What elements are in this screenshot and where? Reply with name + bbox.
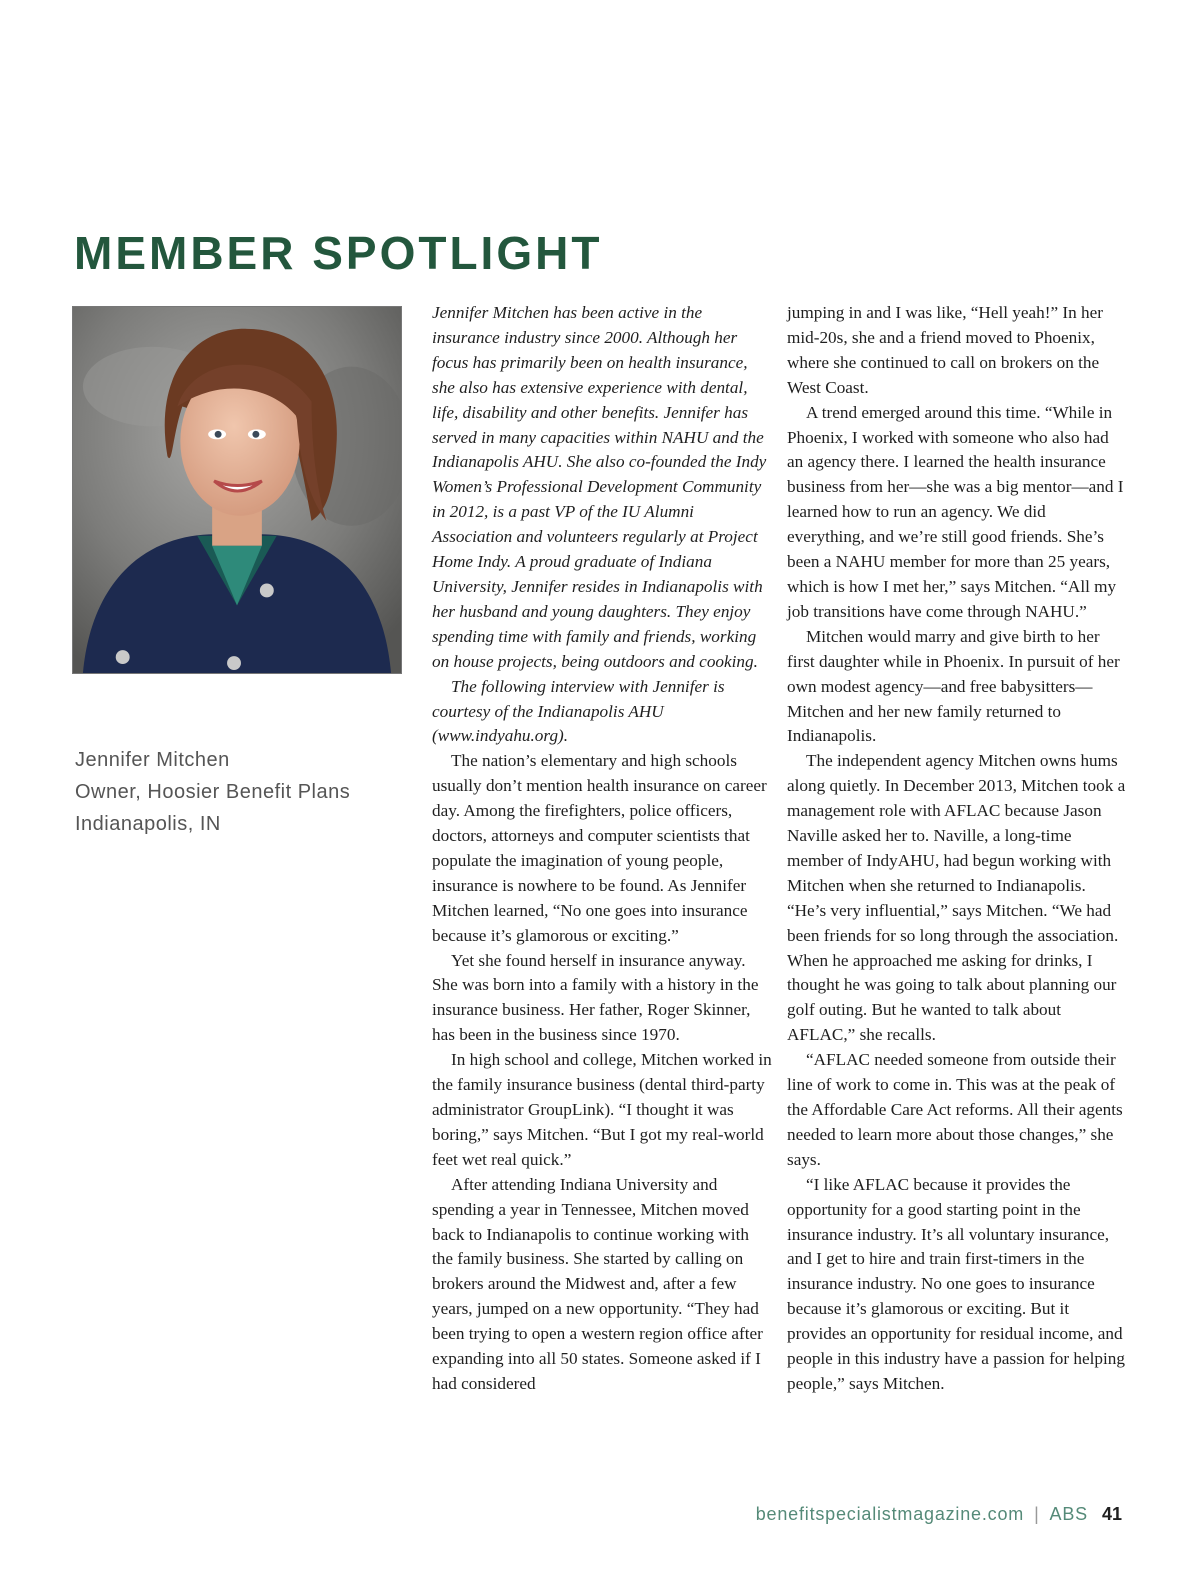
article-paragraph: “AFLAC needed someone from outside their line of work to come in. This was at the peak of the Affordable Care Act reforms. All their agents needed to learn more about those changes,” she says. [787,1050,1123,1169]
article-paragraph: “I like AFLAC because it provides the opportunity for a good starting point in the insurance industry. It’s all voluntary insurance, and I get to hire and train first-timers in the insurance industry. No one goes to insurance because it’s glamorous or exciting. But it provides an opportunity for residual income, and people in this industry have a passion for helping people,” says Mitchen. [787,1174,1125,1393]
article-paragraph: After attending Indiana University and spending a year in Tennessee, Mitchen moved back to Indianapolis to continue working with the family business. She started by calling on brokers around the Midwest and, after a few years, jumped on a new opportunity. “They had been trying to open a western region office after expanding into all 50 states. Someone asked if I had considered [432,1174,763,1393]
courtesy-note: The following interview with Jennifer is courtesy of the Indianapolis AHU (www.indyahu.org). [432,676,725,746]
page-number: 41 [1101,1504,1122,1524]
member-name: Jennifer Mitchen [75,749,230,771]
page-footer [756,1504,1122,1525]
intro-paragraph: Jennifer Mitchen has been active in the insurance industry since 2000. Although her focus has primarily been on health insurance, she also has extensive experience with dental, life, disability and other benefits. Jennifer has served in many capacities within NAHU and the Indianapolis AHU. She also co-founded the Indy Women’s Professional Development Community in 2012, is a past VP of the IU Alumni Association and volunteers regularly at Project Home Indy. A proud graduate of Indiana University, Jennifer resides in Indianapolis with her husband and young daughters. They enjoy spending time with family and friends, working on house projects, being outdoors and cooking. [432,303,767,671]
article-column-1 [432,301,772,1397]
portrait-illustration [73,307,401,673]
article-paragraph: jumping in and I was like, “Hell yeah!” In her mid-20s, she and a friend moved to Phoenix, where she continued to call on brokers on the West Coast. [787,303,1103,397]
article-paragraph: A trend emerged around this time. “While in Phoenix, I worked with someone who also had an agency there. I learned the health insurance business from her—she was a big mentor—and I learned how to run an agency. We did everything, and we’re still good friends. She’s been a NAHU member for more than 25 years, which is how I met her,” says Mitchen. “All my job transitions have come through NAHU.” [787,402,1124,621]
article-paragraph: Yet she found herself in insurance anyway. She was born into a family with a history in the insurance business. Her father, Roger Skinner, has been in the business since 1970. [432,950,759,1045]
article-column-2 [787,301,1127,1397]
article-paragraph: The independent agency Mitchen owns hums along quietly. In December 2013, Mitchen took a management role with AFLAC because Jason Naville asked her to. Naville, a long-time member of IndyAHU, had begun working with Mitchen when she returned to Indianapolis. “He’s very influential,” says Mitchen. “We had been friends for so long through the association. When he approached me asking for drinks, I thought he was going to talk about planning our golf outing. But he wanted to talk about AFLAC,” she recalls. [787,751,1126,1045]
member-location: Indianapolis, IN [75,813,221,835]
footer-separator: | [1034,1504,1040,1524]
footer-magazine: ABS [1049,1504,1088,1524]
footer-site-link[interactable]: benefitspecialistmagazine.com [755,1504,1025,1524]
photo-caption [75,744,405,840]
article-paragraph: Mitchen would marry and give birth to her first daughter while in Phoenix. In pursuit of her own modest agency—and free babysitters—Mitchen and her new family returned to Indianapolis. [787,626,1120,746]
page-title: MEMBER SPOTLIGHT [74,227,603,279]
article-paragraph: In high school and college, Mitchen worked in the family insurance business (dental third-party administrator GroupLink). “I thought it was boring,” says Mitchen. “But I got my real-world feet wet real quick.” [432,1050,772,1169]
member-title: Owner, Hoosier Benefit Plans [75,781,351,803]
article-paragraph: The nation’s elementary and high schools usually don’t mention health insurance on career day. Among the firefighters, police officers, doctors, attorneys and computer scientists that populate the imagination of young people, insurance is nowhere to be found. As Jennifer Mitchen learned, “No one goes into insurance because it’s glamorous or exciting.” [432,751,767,945]
portrait-photo [72,306,402,674]
